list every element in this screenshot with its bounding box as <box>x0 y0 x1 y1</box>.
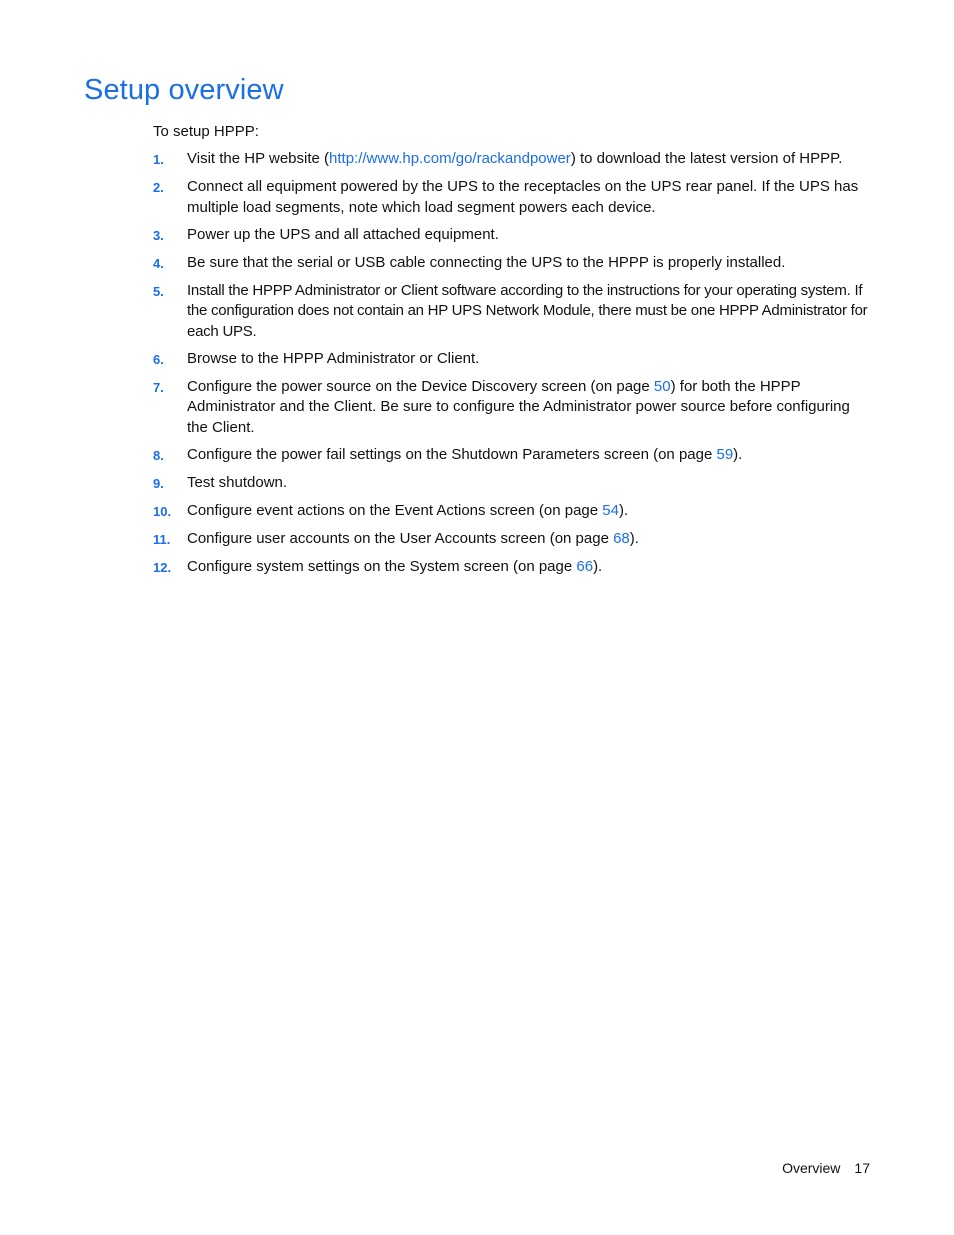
page-link-50[interactable]: 50 <box>653 377 671 395</box>
list-item <box>153 557 873 579</box>
step-text <box>187 149 873 171</box>
step-text-part: Configure event actions on the Event Actions screen (on page <box>187 501 603 519</box>
step-text-part: Visit the HP website ( <box>187 150 330 167</box>
page-title: Setup overview <box>84 74 284 106</box>
list-item <box>153 377 873 439</box>
step-text <box>187 377 873 439</box>
step-number: 2. <box>153 180 164 195</box>
step-text-part: ) for both the HPPP Administrator and the Client. Be sure to configure the Administrator power source before configuring the Client. <box>187 377 850 436</box>
list-item <box>153 281 873 343</box>
step-text-part: ). <box>629 529 639 547</box>
steps-list <box>153 149 873 585</box>
step-number: 3. <box>153 227 164 243</box>
step-text: Be sure that the serial or USB cable connecting the UPS to the HPPP is properly installed. <box>187 253 786 271</box>
step-number: 9. <box>153 475 164 491</box>
step-text-part: Configure the power fail settings on the Shutdown Parameters screen (on page <box>187 445 717 463</box>
list-item <box>153 501 873 523</box>
page-link-59[interactable]: 59 <box>716 445 734 463</box>
list-item <box>153 149 873 171</box>
step-text: Test shutdown. <box>187 473 288 491</box>
footer-section: Overview <box>782 1160 841 1176</box>
step-text-part: Configure user accounts on the User Accounts screen (on page <box>187 529 614 547</box>
list-item <box>153 473 873 495</box>
step-number: 11. <box>153 531 171 547</box>
list-item <box>153 349 873 371</box>
page-link-54[interactable]: 54 <box>602 501 619 519</box>
step-text <box>187 445 873 467</box>
intro-text: To setup HPPP: <box>153 123 259 140</box>
step-text: Connect all equipment powered by the UPS to the receptacles on the UPS rear panel. If the UPS has multiple load segments, note which load segment powers each device. <box>187 178 859 216</box>
list-item <box>153 529 873 551</box>
page-number: 17 <box>854 1160 870 1176</box>
list-item <box>153 445 873 467</box>
list-item <box>153 253 873 275</box>
step-text-part: ). <box>618 501 629 519</box>
page-footer <box>782 1158 870 1178</box>
step-number: 6. <box>153 351 164 367</box>
step-number: 4. <box>153 255 164 271</box>
page-link-68[interactable]: 68 <box>613 529 630 547</box>
step-text-part: Configure the power source on the Device Discovery screen (on page <box>187 377 654 395</box>
page-link-66[interactable]: 66 <box>576 557 594 575</box>
step-number: 7. <box>153 379 164 395</box>
step-text-part: Configure system settings on the System screen (on page <box>187 557 577 575</box>
step-text <box>187 529 873 551</box>
step-text-part: ). <box>733 445 743 463</box>
step-number: 10. <box>153 503 172 519</box>
step-number: 8. <box>153 447 164 463</box>
step-text <box>187 557 873 579</box>
step-number: 1. <box>153 152 164 167</box>
step-text: Install the HPPP Administrator or Client software according to the instructions for your operating system. If the configuration does not contain an HP UPS Network Module, there must be one HPPP Administrator for each UPS. <box>187 281 868 340</box>
step-number: 5. <box>153 283 164 299</box>
step-text-part: ). <box>593 557 603 575</box>
step-number: 12. <box>153 559 172 575</box>
hp-website-link[interactable]: http://www.hp.com/go/rackandpower <box>329 150 571 167</box>
step-text <box>187 501 873 523</box>
list-item <box>153 177 873 218</box>
list-item <box>153 225 873 247</box>
step-text: Browse to the HPPP Administrator or Client. <box>187 349 480 367</box>
step-text-part: ) to download the latest version of HPPP. <box>570 150 843 167</box>
step-text: Power up the UPS and all attached equipment. <box>187 225 499 243</box>
